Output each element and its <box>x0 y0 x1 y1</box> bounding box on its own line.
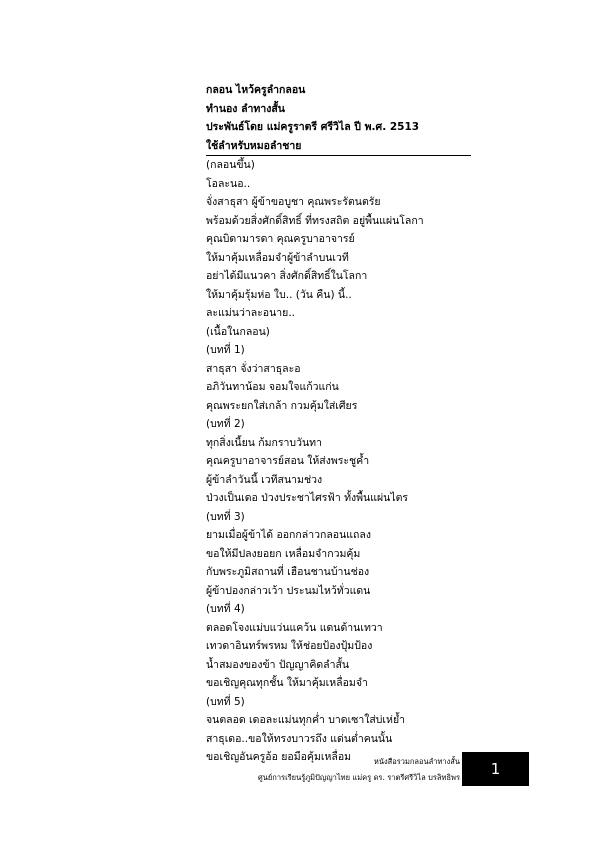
poem-line: เทวดาอินทร์พรหม ให้ช่อยป้องปุ้มป้อง <box>206 640 373 652</box>
poem-line: ขอเชิญอันครูอ้อ ยอมือคุ้มเหลื่อม <box>206 751 352 763</box>
poem-line: ละแม่นว่าละอนาย.. <box>206 307 296 319</box>
document-header <box>206 81 471 155</box>
poem-line: (เนื้อในกลอน) <box>206 325 270 338</box>
poem-line: กับพระภูมิสถานที่ เฮือนชานบ้านช่อง <box>206 566 370 578</box>
poem-line: น้ำสมองของข้า ปัญญาคิดลำสั้น <box>206 658 350 671</box>
poem-line: ขอให้มีปลงยอยก เหลื่อมจำกวมคุ้ม <box>206 547 361 560</box>
poem-line: ป่วงเป็นเดอ ป่วงประชาไศรฟ้า ทั้งพื้นแผ่นไตร <box>206 492 409 504</box>
poem-line: จนตลอด เดอละแม่นทุกค่ำ บาดเซาใส่บ่เห่ย้ำ <box>206 714 405 726</box>
poem-line: ให้มาคุ้มเหลื่อมจำผู้ข้าลำบนเวที <box>206 251 349 264</box>
poem-line: ตลอดโจงแม่บแว่นแคว้น แดนด้านเทวา <box>206 621 383 634</box>
poem-line: สาธุเดอ..ขอให้ทรงบาวรถึง แด่นต่ำคนนั้น <box>206 732 393 745</box>
usage-line: ใช้ลำหรับหมอลำชาย <box>206 139 302 152</box>
poem-line: ผู้ข้าปองกล่าวเว้า ประนมไหว้ทั่วแดน <box>206 584 371 597</box>
poem-line: ยามเมื่อผู้ข้าได้ ออกกล่าวกลอนแถลง <box>206 529 371 541</box>
poem-line: คุณพระยกใส่เกล้า กวมคุ้มใส่เศียร <box>206 399 358 412</box>
poem-line: ให้มาคุ้มรุ้มห่อ ใบ.. (วัน คืน) นี้.. <box>206 288 352 301</box>
poem-line: สาธุสา จั่งว่าสาธุละอ <box>206 362 301 375</box>
poem-line: (บทที่ 2) <box>206 418 245 430</box>
poem-line: ขอเชิญคุณทุกชั้น ให้มาคุ้มเหลื่อมจำ <box>206 677 368 689</box>
poem-line: อภิวันทาน้อม จอมใจแก้วแก่น <box>206 381 339 393</box>
poem-body <box>206 156 471 767</box>
poem-line: (บทที่ 1) <box>206 344 245 356</box>
poem-line: ทุกสิ่งเนี้ยน ก้มกราบวันทา <box>206 436 322 449</box>
poem-title: กลอน ไหว้ครูลำกลอน <box>206 84 306 96</box>
melody-line: ทำนอง ลำทางสั้น <box>206 102 285 115</box>
poem-line: คุณบิดามารดา คุณครูบาอาจารย์ <box>206 233 355 245</box>
author-line: ประพันธ์โดย แม่ครูราตรี ศรีวิไล ปี พ.ศ. 2513 <box>206 121 420 133</box>
poem-line: พร้อมด้วยสิ่งศักดิ์สิทธิ์ ที่ทรงสถิต อยู่พื้นแผ่นโลกา <box>206 214 424 227</box>
poem-line: (บทที่ 5) <box>206 695 245 708</box>
poem-line: โอละนอ.. <box>206 177 251 190</box>
footer-book-title: หนังสือรวมกลอนลำทางสั้น <box>373 757 460 766</box>
poem-line: (กลอนขึ้น) <box>206 159 255 171</box>
poem-line: อย่าได้มีแนวคา สิ่งศักดิ์สิทธิ์ในโลกา <box>206 270 368 282</box>
poem-line: คุณครูบาอาจารย์สอน ให้ส่งพระชูค้ำ <box>206 455 370 467</box>
poem-line: (บทที่ 3) <box>206 510 245 523</box>
poem-line: ผู้ข้าลำวันนี้ เวทีสนามช่วง <box>206 473 323 486</box>
footer-publisher: ศูนย์การเรียนรู้ภูมิปัญญาไทย แม่ครู ดร. ราตรีศรีวิไล บรลิทธิพร <box>258 773 460 782</box>
poem-line: (บทที่ 4) <box>206 603 245 615</box>
page-number: 1 <box>462 752 529 786</box>
poem-line: จั่งสาธุสา ผู้ข้าขอบูชา คุณพระรัตนตรัย <box>206 196 381 208</box>
